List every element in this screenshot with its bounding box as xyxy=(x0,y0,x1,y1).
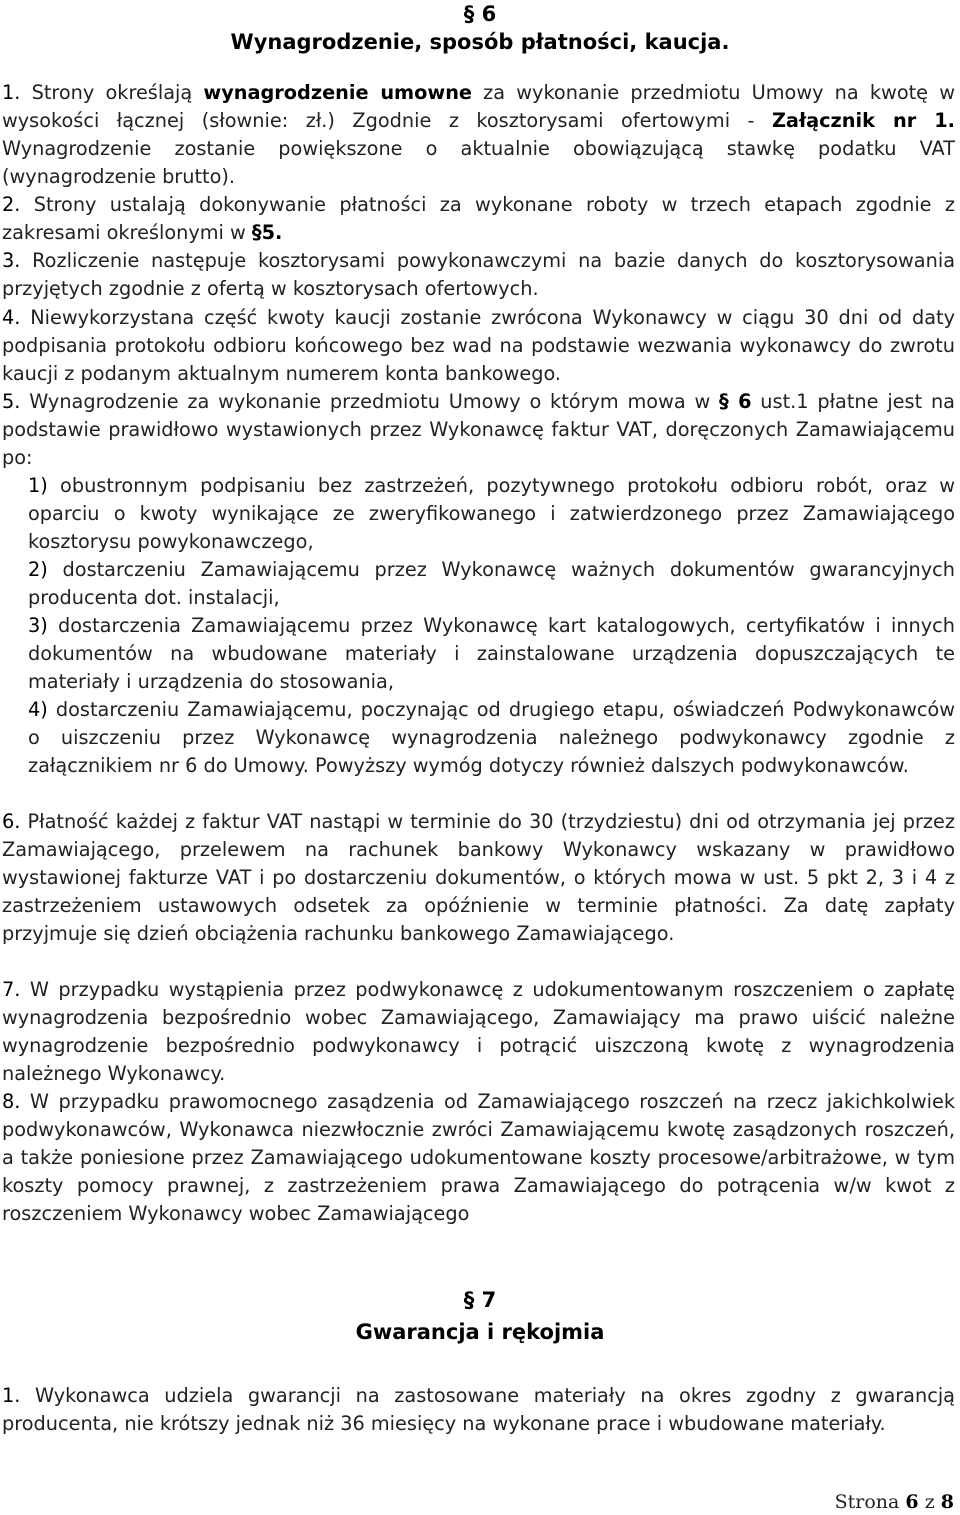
item-text: Rozliczenie następuje kosztorysami powykonawczymi na bazie danych do kosztorysowania przyjętych zgodnie z ofertą w kosztorysach ofertowych. xyxy=(2,249,956,300)
section-6-item-5 xyxy=(2,388,955,472)
item-number: 1. xyxy=(2,81,32,104)
item-text: dostarczenia Zamawiającemu przez Wykonawcę kart katalogowych, certyfikatów i innych dokumentów na wbudowane materiały i zainstalowane urządzenia dopuszczających te materiały i urządzenia do stosowania, xyxy=(28,614,955,693)
item-number: 1) xyxy=(28,474,61,497)
section-7-item-1 xyxy=(2,1382,955,1438)
section-6-item-5-sub-3 xyxy=(28,612,955,696)
item-number: 4) xyxy=(28,698,56,721)
item-number: 6. xyxy=(2,810,28,833)
item-text: Strony ustalają dokonywanie płatności za wykonane roboty w trzech etapach zgodnie z zakresami określonymi w xyxy=(2,193,955,244)
section-6-item-2 xyxy=(2,191,955,247)
section-6-number: § 6 xyxy=(463,2,497,26)
footer-of: z xyxy=(924,1491,935,1513)
item-text: W przypadku wystąpienia przez podwykonawcę z udokumentowanym roszczeniem o zapłatę wynagrodzenia bezpośrednio wobec Zamawiającego, Zamawiający ma prawo uiścić należne wynagrodzenie bezpośrednio podwykonawcy i potrącić uiszczoną kwotę z wynagrodzenia należnego Wykonawcy. xyxy=(2,978,955,1085)
item-text-bold: §5. xyxy=(251,221,283,244)
item-text-bold: wynagrodzenie umowne xyxy=(203,81,472,104)
footer-label: Strona xyxy=(834,1491,900,1513)
section-6-item-8 xyxy=(2,1088,955,1228)
item-text: za wykonanie przedmiotu Umowy na kwotę w wysokości łącznej (słownie: zł.) Zgodnie z kosztorysami ofertowymi - xyxy=(2,81,955,132)
item-text: Wynagrodzenie za wykonanie przedmiotu Umowy o którym mowa w xyxy=(29,390,720,413)
item-text: Strony określają xyxy=(31,81,204,104)
section-7-number: § 7 xyxy=(463,1288,497,1312)
section-6-item-4 xyxy=(2,304,955,388)
item-text: obustronnym podpisaniu bez zastrzeżeń, pozytywnego protokołu odbioru robót, oraz w oparciu o kwoty wynikające ze zweryfikowanego i zatwierdzonego przez Zamawiającego kosztorysu powykonawczego, xyxy=(28,474,955,553)
section-6-title: Wynagrodzenie, sposób płatności, kaucja. xyxy=(230,30,730,54)
section-7-title: Gwarancja i rękojmia xyxy=(355,1320,605,1344)
section-6-item-5-sub-2 xyxy=(28,556,955,612)
section-6-item-5-sub-1 xyxy=(28,472,955,556)
item-number: 5. xyxy=(2,390,30,413)
section-6-item-6 xyxy=(2,808,955,948)
item-number: 1. xyxy=(2,1384,36,1407)
section-6-item-5-sub-4 xyxy=(28,696,955,780)
item-text: Wynagrodzenie zostanie powiększone o aktualnie obowiązującą stawkę podatku VAT (wynagrodzenie brutto). xyxy=(2,137,955,188)
section-6-item-7 xyxy=(2,976,955,1088)
item-text: dostarczeniu Zamawiającemu przez Wykonawcę ważnych dokumentów gwarancyjnych producenta dot. instalacji, xyxy=(28,558,955,609)
item-text: Wykonawca udziela gwarancji na zastosowane materiały na okres zgodny z gwarancją producenta, nie krótszy jednak niż 36 miesięcy na wykonane prace i wbudowane materiały. xyxy=(2,1384,955,1435)
item-text: ust.1 płatne jest na podstawie prawidłowo wystawionych przez Wykonawcę faktur VAT, doręczonych Zamawiającemu po: xyxy=(2,390,955,469)
item-text-bold: § 6 xyxy=(719,390,752,413)
item-number: 4. xyxy=(2,306,31,329)
section-6-item-1 xyxy=(2,79,955,191)
item-number: 3. xyxy=(2,249,33,272)
item-text: W przypadku prawomocnego zasądzenia od Zamawiającego roszczeń na rzecz jakichkolwiek podwykonawców, Wykonawca niezwłocznie zwróci Zamawiającemu kwotę zasądzonych roszczeń, a także poniesione przez Zamawiającego udokumentowane koszty procesowe/arbitrażowe, w tym koszty pomocy prawnej, z zastrzeżeniem prawa Zamawiającego do potrącenia w/w kwot z roszczeniem Wykonawcy wobec Zamawiającego xyxy=(2,1090,956,1225)
item-number: 3) xyxy=(28,614,59,637)
item-number: 7. xyxy=(2,978,30,1001)
section-6-item-3 xyxy=(2,247,955,303)
item-text: Niewykorzystana część kwoty kaucji zostanie zwrócona Wykonawcy w ciągu 30 dni od daty podpisania protokołu odbioru końcowego bez wad na podstawie wezwania wykonawcy do zwrotu kaucji z podanym aktualnym numerem konta bankowego. xyxy=(2,306,955,385)
item-text: Płatność każdej z faktur VAT nastąpi w terminie do 30 (trzydziestu) dni od otrzymania jej przez Zamawiającego, przelewem na rachunek bankowy Wykonawcy wskazany w prawidłowo wystawionej fakturze VAT i po dostarczeniu dokumentów, o których mowa w ust. 5 pkt 2, 3 i 4 z zastrzeżeniem ustawowych odsetek za opóźnienie w terminie płatności. Za datę zapłaty przyjmuje się dzień obciążenia rachunku bankowego Zamawiającego. xyxy=(2,810,956,945)
page-footer xyxy=(835,1490,954,1514)
item-number: 2. xyxy=(2,193,34,216)
item-text: dostarczeniu Zamawiającemu, poczynając od drugiego etapu, oświadczeń Podwykonawców o uiszczeniu przez Wykonawcę wynagrodzenia należnego podwykonawcy zgodnie z załącznikiem nr 6 do Umowy. Powyższy wymóg dotyczy również dalszych podwykonawców. xyxy=(28,698,956,777)
footer-page-number: 6 xyxy=(905,1491,919,1513)
item-number: 8. xyxy=(2,1090,30,1113)
item-number: 2) xyxy=(28,558,63,581)
item-text-bold: Załącznik nr 1. xyxy=(771,109,955,132)
footer-total-pages: 8 xyxy=(940,1491,954,1513)
